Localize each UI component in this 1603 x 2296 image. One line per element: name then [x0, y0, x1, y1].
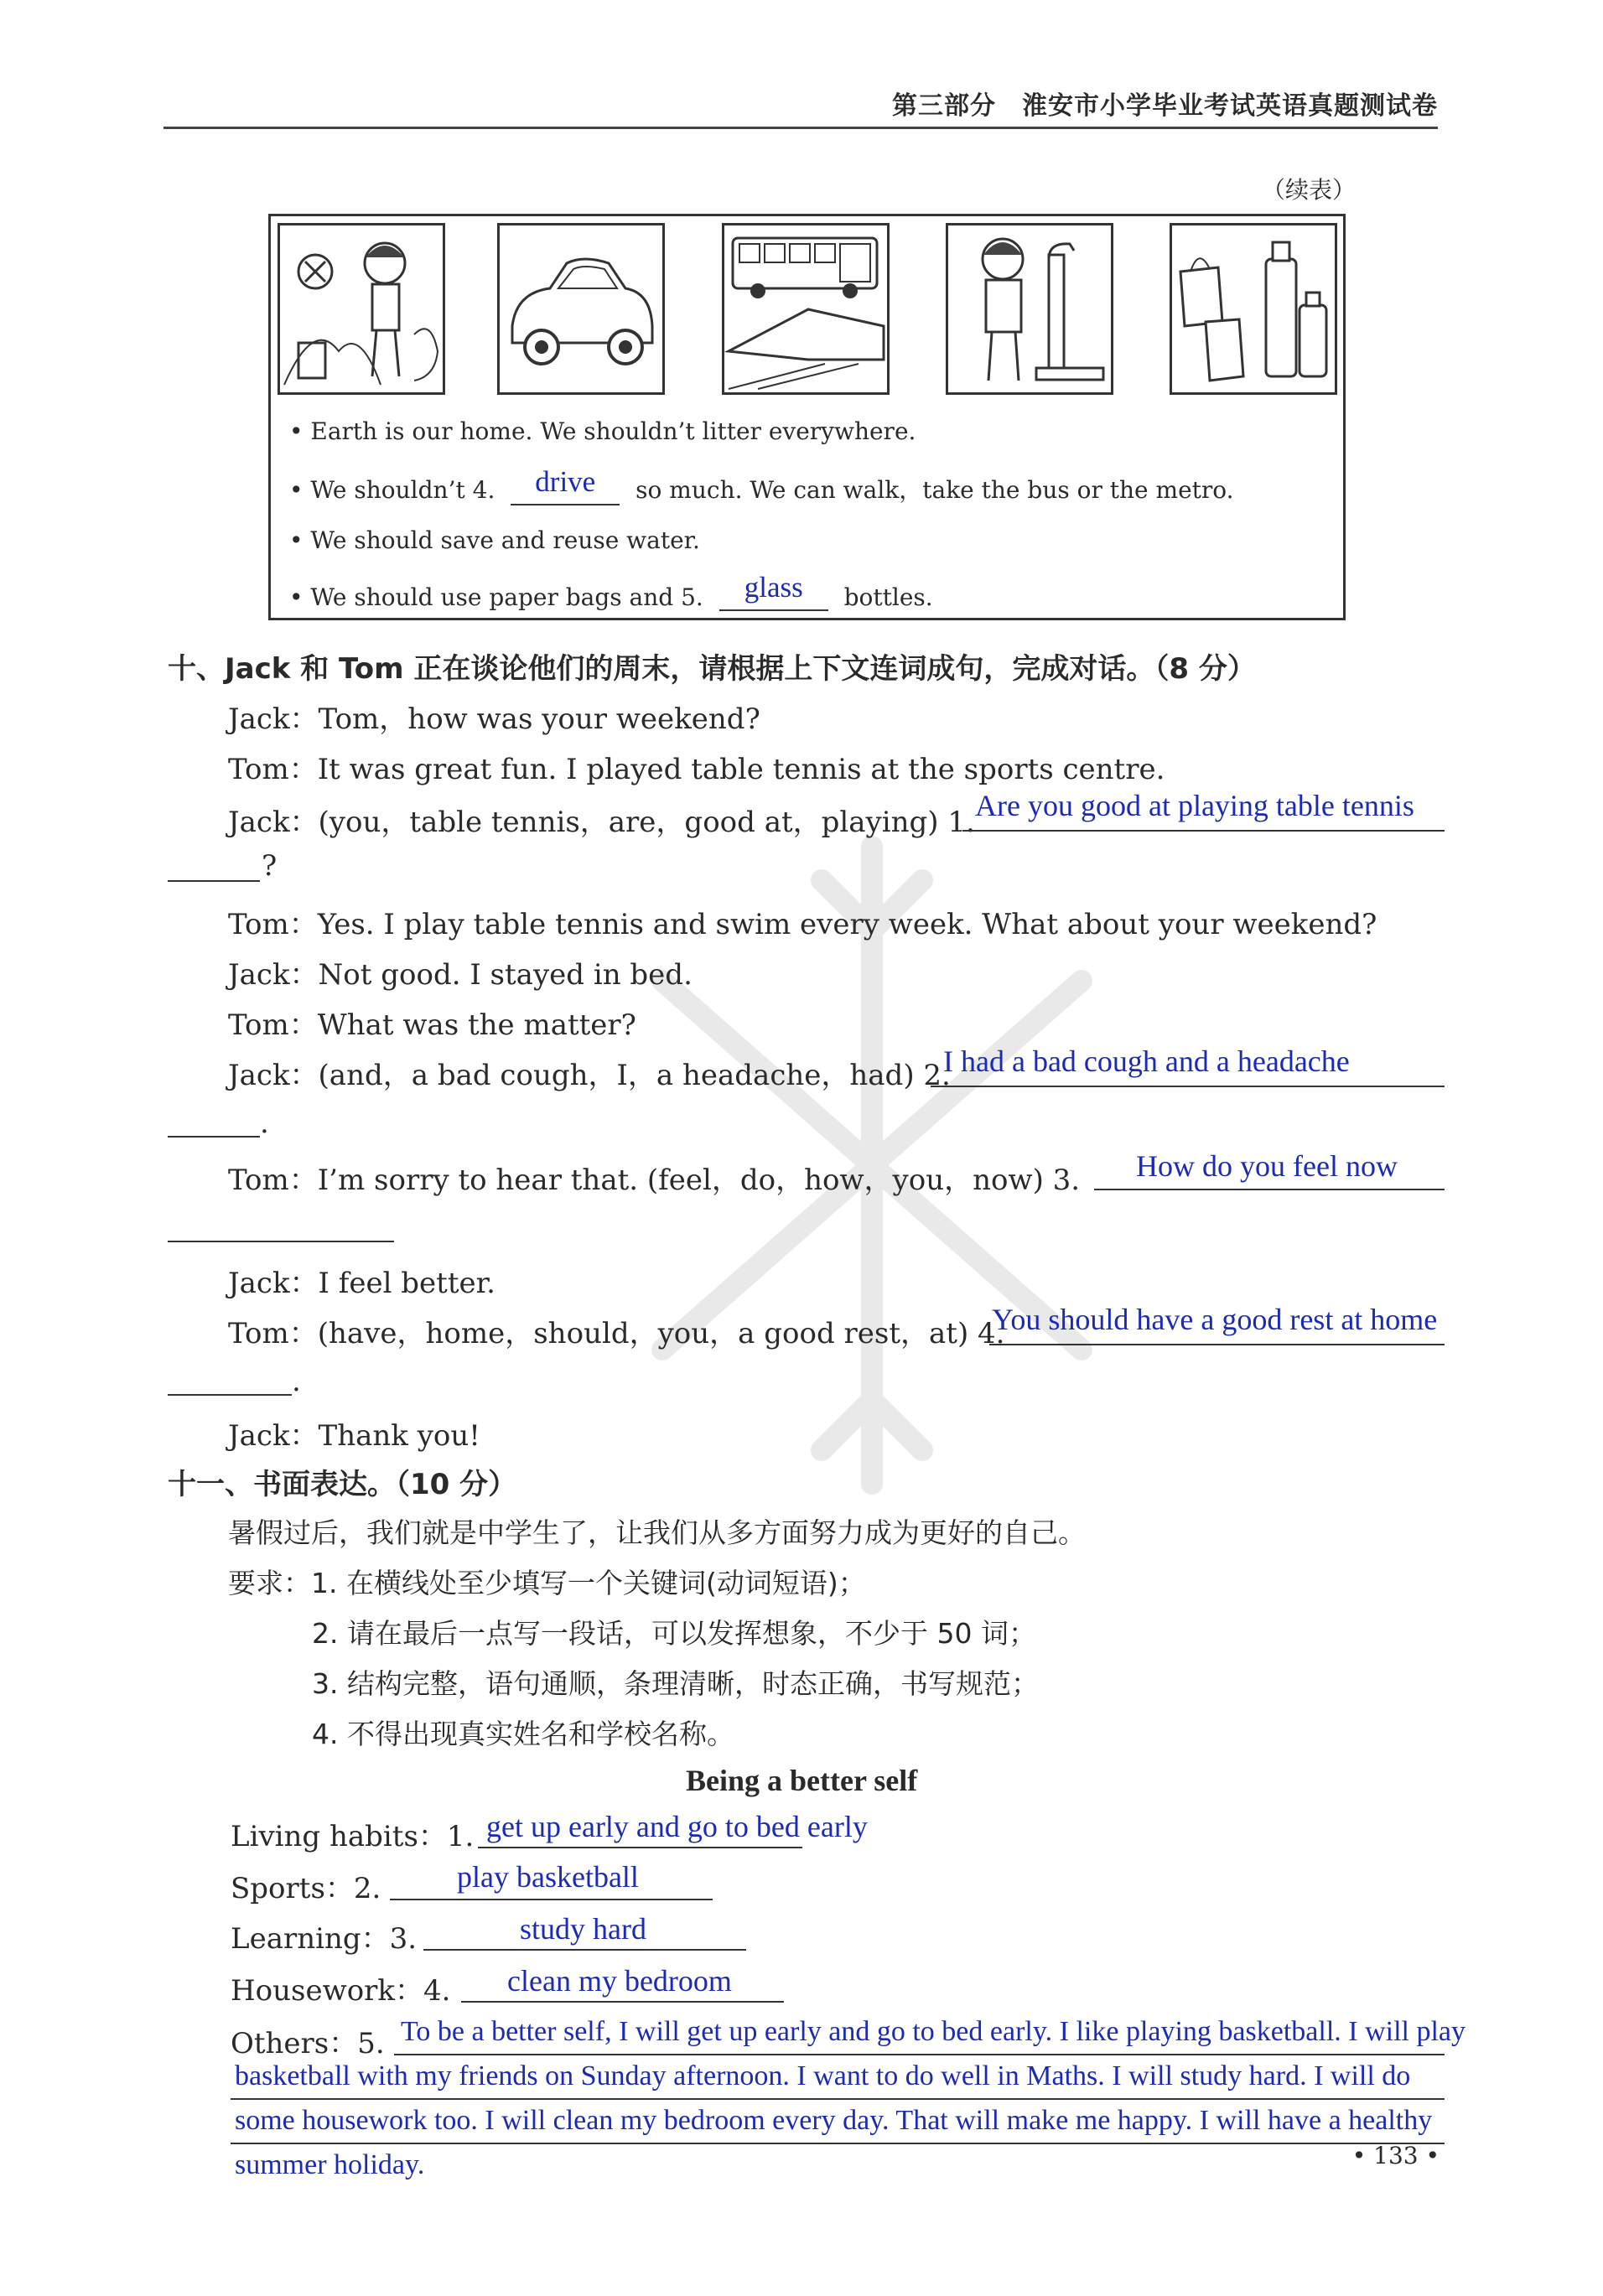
tip-4-after: bottles.	[843, 583, 933, 611]
writing-intro: 暑假过后，我们就是中学生了，让我们从多方面努力成为更好的自己。	[228, 1516, 1086, 1549]
others-label: Others：5.	[231, 2027, 385, 2060]
no-littering-picture	[278, 223, 445, 395]
blank-others-line-2[interactable]	[231, 2098, 1445, 2100]
picture-box	[268, 214, 1346, 620]
bus-and-train-picture	[722, 223, 890, 395]
answer-q1: Are you good at playing table tennis	[975, 789, 1414, 822]
answer-5: glass	[744, 571, 803, 604]
boy-drinking-water-picture	[946, 223, 1113, 395]
dialog-line-3: Jack：(you，table tennis，are，good at，playing) 1.	[228, 806, 975, 839]
others-text-line-3: some housework too. I will clean my bedroom every day. That will make me happy. I will have a healthy	[235, 2105, 1433, 2136]
page-header	[163, 80, 1438, 129]
question-mark-1: ?	[262, 849, 278, 883]
answer-q3: How do you feel now	[1136, 1149, 1398, 1183]
blank-others-line-3[interactable]	[231, 2143, 1445, 2144]
dialog-line-1: Jack：Tom，how was your weekend?	[228, 702, 760, 736]
blank-q4[interactable]	[989, 1344, 1445, 1345]
blank-q3[interactable]	[1094, 1189, 1445, 1190]
dialog-line-9: Jack：I feel better.	[228, 1267, 495, 1300]
tip-2-after: so much. We can walk，take the bus or the metro.	[635, 476, 1234, 504]
dialog-line-6: Tom：What was the matter?	[228, 1008, 636, 1042]
period-2: .	[260, 1107, 269, 1140]
requirement-3: 3. 结构完整，语句通顺，条理清晰，时态正确，书写规范；	[312, 1667, 1039, 1700]
blank-4[interactable]	[511, 465, 620, 505]
item-label-3: Learning：3.	[231, 1922, 418, 1956]
blank-q1-cont[interactable]	[168, 880, 260, 882]
answer-item-2: play basketball	[457, 1860, 639, 1894]
blank-q2[interactable]	[931, 1086, 1445, 1087]
requirement-2: 2. 请在最后一点写一段话，可以发挥想象，不少于 50 词；	[312, 1617, 1036, 1650]
section-11-title: 十一、书面表达。（10 分）	[168, 1468, 517, 1501]
dialog-line-10: Tom：(have，home，should，you，a good rest，at) 4.	[228, 1317, 1005, 1350]
item-label-1: Living habits：1.	[231, 1820, 475, 1853]
dialog-line-8: Tom：I’m sorry to hear that. (feel，do，how，you，now) 3.	[228, 1164, 1081, 1197]
blank-item-3[interactable]	[423, 1949, 746, 1951]
header-title: 第三部分 淮安市小学毕业考试英语真题测试卷	[892, 91, 1438, 121]
car-picture	[497, 223, 665, 395]
blank-q4-cont[interactable]	[168, 1394, 292, 1396]
requirement-1: 要求：1. 在横线处至少填写一个关键词(动词短语)；	[228, 1567, 866, 1599]
page-number: • 133 •	[1351, 2142, 1440, 2169]
bags-and-bottles-picture	[1170, 223, 1337, 395]
dialog-line-11: Jack：Thank you!	[228, 1419, 480, 1453]
blank-q3-cont[interactable]	[168, 1241, 394, 1242]
essay-title: Being a better self	[686, 1764, 918, 1797]
tip-3: • We should save and reuse water.	[289, 526, 700, 554]
answer-item-1: get up early and go to bed early	[486, 1810, 868, 1843]
blank-5[interactable]	[719, 571, 828, 611]
answer-4: drive	[535, 465, 596, 498]
tip-1: • Earth is our home. We shouldn’t litter everywhere.	[289, 417, 916, 445]
answer-item-3: study hard	[520, 1912, 646, 1946]
blank-item-4[interactable]	[461, 2001, 784, 2003]
dialog-line-4: Tom：Yes. I play table tennis and swim every week. What about your weekend?	[228, 908, 1377, 941]
dialog-line-7: Jack：(and，a bad cough，I，a headache，had) 2.	[228, 1059, 951, 1092]
answer-q2: I had a bad cough and a headache	[943, 1044, 1350, 1078]
others-text-line-2: basketball with my friends on Sunday afternoon. I want to do well in Maths. I will study hard. I will do	[235, 2060, 1411, 2091]
tip-4	[289, 571, 933, 611]
blank-item-1[interactable]	[478, 1847, 802, 1848]
blank-q2-cont[interactable]	[168, 1136, 260, 1138]
requirement-4: 4. 不得出现真实姓名和学校名称。	[312, 1718, 734, 1750]
blank-others-line-1[interactable]	[394, 2054, 1445, 2055]
blank-q1[interactable]	[962, 830, 1445, 832]
others-text-line-4: summer holiday.	[235, 2149, 425, 2180]
tip-2-before: • We shouldn’t 4.	[289, 476, 495, 504]
item-label-2: Sports：2.	[231, 1872, 381, 1905]
dialog-line-5: Jack：Not good. I stayed in bed.	[228, 958, 693, 992]
blank-item-2[interactable]	[390, 1899, 713, 1900]
others-text-line-1: To be a better self, I will get up early and go to bed early. I like playing basketball. I will play	[401, 2016, 1466, 2047]
tip-4-before: • We should use paper bags and 5.	[289, 583, 703, 611]
item-label-4: Housework：4.	[231, 1974, 451, 2008]
answer-item-4: clean my bedroom	[507, 1964, 732, 1998]
dialog-line-2: Tom：It was great fun. I played table tennis at the sports centre.	[228, 753, 1165, 786]
answer-q4: You should have a good rest at home	[992, 1303, 1438, 1336]
period-4: .	[292, 1365, 301, 1398]
section-10-title: 十、Jack 和 Tom 正在谈论他们的周末，请根据上下文连词成句，完成对话。（8 分）	[168, 652, 1256, 686]
continued-label: （续表）	[1262, 176, 1357, 204]
tip-2	[289, 465, 1234, 505]
